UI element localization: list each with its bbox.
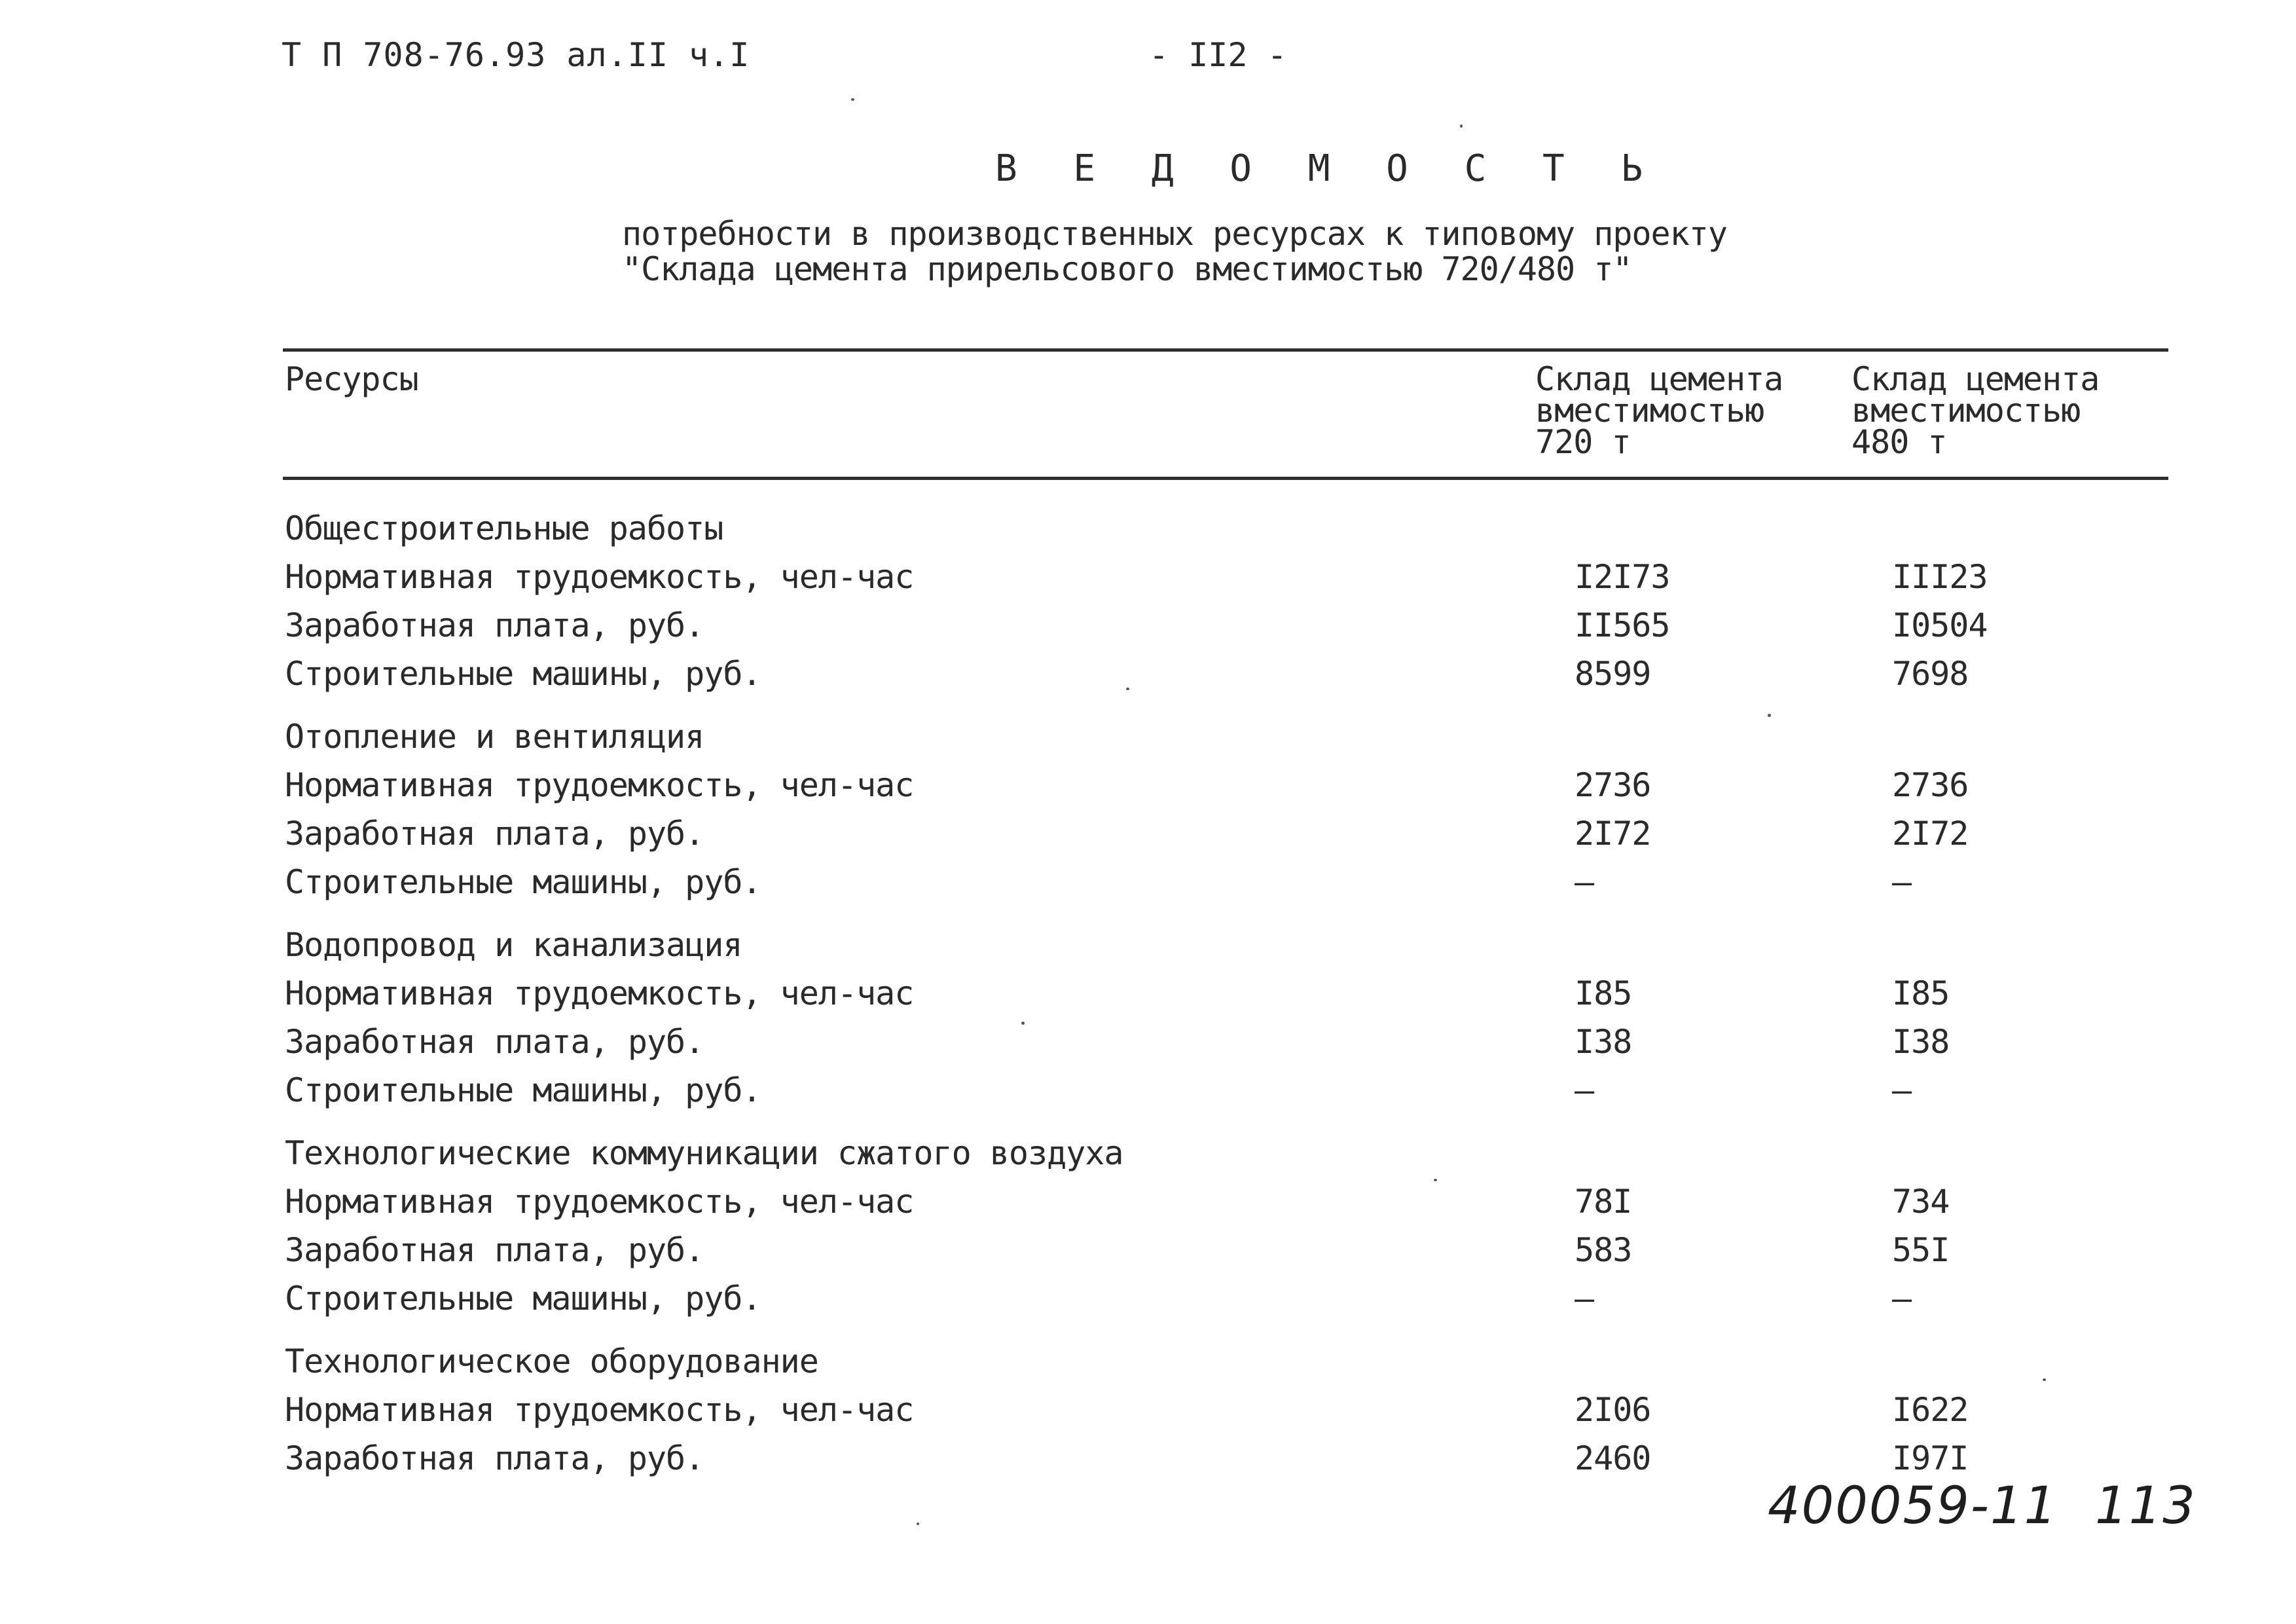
table-row (285, 650, 2170, 698)
value-warehouse-480: I85 (1892, 974, 1950, 1012)
value-warehouse-720: I85 (1575, 974, 1632, 1012)
page-number: - II2 - (1149, 36, 1287, 74)
row-label: Заработная плата, руб. (285, 606, 704, 644)
row-label: Заработная плата, руб. (285, 1023, 704, 1061)
group-name: Водопровод и канализация (285, 926, 742, 964)
table-row (285, 1274, 2170, 1323)
subtitle-line-1: потребности в производственных ресурсах к типовому проекту (622, 215, 1727, 253)
value-warehouse-480: I622 (1892, 1391, 1969, 1429)
table-row (285, 1066, 2170, 1115)
row-label: Нормативная трудоемкость, чел-час (285, 558, 914, 596)
row-label: Нормативная трудоемкость, чел-час (285, 766, 914, 804)
table-row (285, 761, 2170, 809)
value-warehouse-720: 78I (1575, 1183, 1632, 1221)
scan-speck (1460, 124, 1463, 128)
scan-speck (1021, 1022, 1025, 1025)
column-header-resources: Ресурсы (285, 360, 418, 398)
value-warehouse-480: 734 (1892, 1183, 1950, 1221)
value-warehouse-480: I97I (1892, 1439, 1969, 1477)
table-row (285, 1386, 2170, 1434)
group-heading (285, 1129, 2170, 1177)
table-row (285, 969, 2170, 1018)
value-warehouse-480: – (1892, 1280, 1912, 1318)
scan-speck (1126, 688, 1129, 690)
value-warehouse-720: 2I06 (1575, 1391, 1651, 1429)
row-label: Строительные машины, руб. (285, 655, 761, 693)
table-row (285, 601, 2170, 650)
handwritten-archive-code: 400059-11 (1768, 1477, 2058, 1536)
value-warehouse-720: 2460 (1575, 1439, 1651, 1477)
row-label: Строительные машины, руб. (285, 1280, 761, 1318)
row-label: Строительные машины, руб. (285, 1071, 761, 1109)
value-warehouse-480: 55I (1892, 1231, 1950, 1269)
value-warehouse-720: II565 (1575, 606, 1670, 644)
row-label: Нормативная трудоемкость, чел-час (285, 1183, 914, 1221)
group-heading (285, 921, 2170, 969)
value-warehouse-720: – (1575, 1280, 1594, 1318)
value-warehouse-720: – (1575, 863, 1594, 901)
value-warehouse-480: 2736 (1892, 766, 1969, 804)
table-row (285, 1434, 2170, 1483)
row-label: Нормативная трудоемкость, чел-час (285, 974, 914, 1012)
value-warehouse-480: 2I72 (1892, 815, 1969, 853)
scan-speck (1768, 714, 1771, 717)
value-warehouse-720: I38 (1575, 1023, 1632, 1061)
scan-speck (2043, 1378, 2046, 1381)
group-name: Отопление и вентиляция (285, 718, 704, 756)
value-warehouse-480: III23 (1892, 558, 1988, 596)
row-label: Нормативная трудоемкость, чел-час (285, 1391, 914, 1429)
scan-speck (1434, 1179, 1437, 1181)
row-label: Заработная плата, руб. (285, 815, 704, 853)
value-warehouse-480: 7698 (1892, 655, 1969, 693)
value-warehouse-480: – (1892, 863, 1912, 901)
value-warehouse-720: 2I72 (1575, 815, 1651, 853)
document-subtitle (622, 216, 1727, 287)
value-warehouse-720: 8599 (1575, 655, 1651, 693)
table-header-rule (283, 477, 2168, 480)
table-row (285, 1177, 2170, 1226)
group-name: Технологическое оборудование (285, 1342, 818, 1380)
scan-speck (851, 98, 854, 101)
table-top-rule (283, 348, 2168, 352)
group-name: Общестроительные работы (285, 509, 723, 547)
value-warehouse-480: I38 (1892, 1023, 1950, 1061)
handwritten-sheet-number: 113 (2095, 1477, 2196, 1536)
document-code: Т П 708-76.93 ал.II ч.I (282, 36, 750, 74)
resources-table-body (285, 504, 2170, 1483)
document-title: В Е Д О М О С Т Ь (995, 147, 1660, 190)
row-label: Заработная плата, руб. (285, 1231, 704, 1269)
table-row (285, 858, 2170, 906)
group-name: Технологические коммуникации сжатого воздуха (285, 1134, 1123, 1172)
scan-speck (917, 1522, 919, 1525)
value-warehouse-720: 583 (1575, 1231, 1632, 1269)
value-warehouse-720: – (1575, 1071, 1594, 1109)
subtitle-line-2: "Склада цемента прирельсового вместимостью 720/480 т" (622, 250, 1632, 288)
table-row (285, 1226, 2170, 1274)
value-warehouse-480: – (1892, 1071, 1912, 1109)
table-row (285, 1018, 2170, 1066)
row-label: Строительные машины, руб. (285, 863, 761, 901)
group-heading (285, 504, 2170, 553)
value-warehouse-720: 2736 (1575, 766, 1651, 804)
group-heading (285, 1337, 2170, 1386)
group-heading (285, 712, 2170, 761)
table-row (285, 553, 2170, 601)
column-header-warehouse-720: Склад цемента вместимостью 720 т (1535, 360, 1783, 461)
value-warehouse-480: I0504 (1892, 606, 1988, 644)
row-label: Заработная плата, руб. (285, 1439, 704, 1477)
column-header-warehouse-480: Склад цемента вместимостью 480 т (1851, 360, 2100, 461)
value-warehouse-720: I2I73 (1575, 558, 1670, 596)
table-row (285, 809, 2170, 858)
